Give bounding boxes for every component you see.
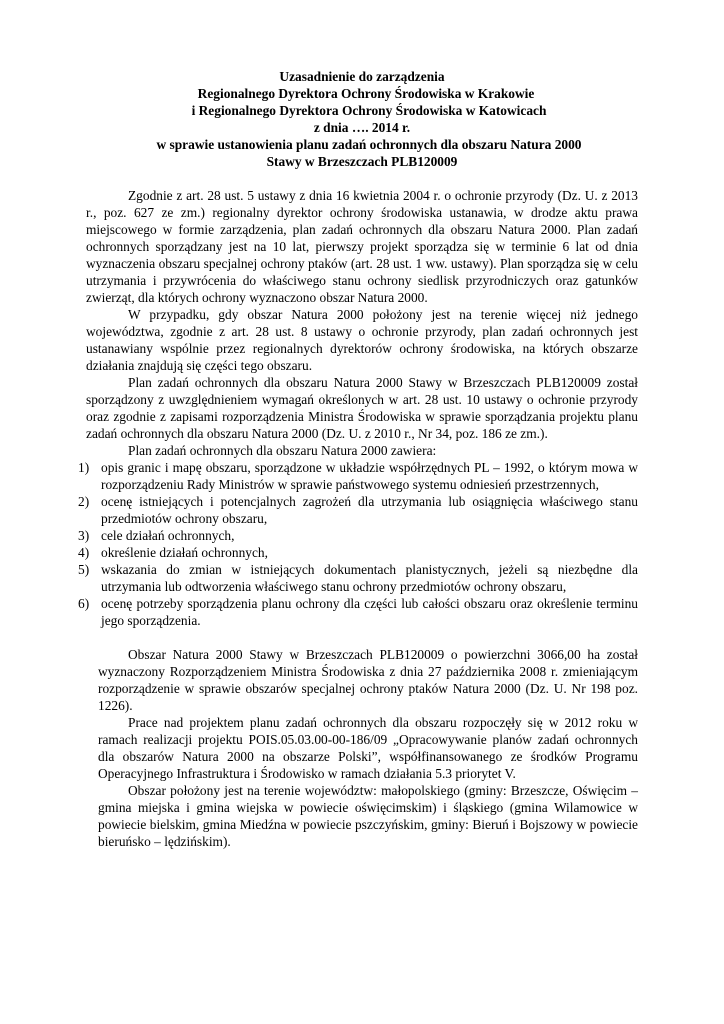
list-item	[78, 459, 638, 493]
header-authority-katowice: i Regionalnego Dyrektora Ochrony Środowiska w Katowicach	[191, 103, 547, 118]
paragraph-location: Obszar położony jest na terenie województw: małopolskiego (gminy: Brzeszcze, Oświęcim – gmina miejska i gmina wiejska w powiecie oświęcimskim) i śląskiego (gmina Wilamowice w powiecie bielskim, gmina Miedźna w powiecie pszczyńskim, gminy: Bieruń i Bojszowy w powiecie bieruńsko – lędzińskim).	[98, 783, 638, 849]
paragraph-legal-basis: Zgodnie z art. 28 ust. 5 ustawy z dnia 16 kwietnia 2004 r. o ochronie przyrody (Dz. U. z 2013 r., poz. 627 ze zm.) regionalny dyrektor ochrony środowiska ustanawia, w drodze aktu prawa miejscowego w formie zarządzenia, plan zadań ochronnych dla obszaru Natura 2000. Plan zadań ochronnych sporządzany jest na 10 lat, pierwszy projekt sporządza się w terminie 6 lat od dnia wyznaczenia obszaru specjalnej ochrony ptaków (art. 28 ust. 1 ww. ustawy). Plan sporządza się w celu utrzymania i przywrócenia do właściwego stanu ochrony siedlisk przyrodniczych oraz gatunków zwierząt, dla których ochrony wyznaczono obszar Natura 2000.	[86, 188, 638, 305]
list-item-number: 2)	[78, 494, 90, 509]
list-item	[78, 544, 638, 561]
paragraph-plan-prepared: Plan zadań ochronnych dla obszaru Natura 2000 Stawy w Brzeszczach PLB120009 został sporządzony z uwzględnieniem wymagań określonych w art. 28 ust. 10 ustawy o ochronie przyrody oraz zgodnie z zapisami rozporządzenia Ministra Środowiska w sprawie sporządzania projektu planu zadań ochronnych dla obszaru Natura 2000 (Dz. U. z 2010 r., Nr 34, poz. 186 ze zm.).	[86, 375, 638, 441]
paragraph-project-work: Prace nad projektem planu zadań ochronnych dla obszaru rozpoczęły się w 2012 roku w ramach realizacji projektu POIS.05.03.00-00-186/09 „Opracowywanie planów zadań ochronnych dla obszarów Natura 2000 na obszarze Polski”, współfinansowanego ze środków Programu Operacyjnego Infrastruktura i Środowisko w ramach działania 5.3 priorytet V.	[98, 715, 638, 781]
list-item-number: 5)	[78, 562, 90, 577]
list-item	[78, 595, 638, 629]
list-item-number: 4)	[78, 545, 90, 560]
header-subject: w sprawie ustanowienia planu zadań ochronnych dla obszaru Natura 2000	[156, 137, 582, 152]
header-title: Uzasadnienie do zarządzenia	[279, 69, 445, 84]
header-date: z dnia …. 2014 r.	[313, 120, 411, 135]
paragraph-spacer	[86, 629, 638, 646]
document-header	[86, 68, 638, 170]
list-item-number: 1)	[78, 460, 90, 475]
list-intro: Plan zadań ochronnych dla obszaru Natura 2000 zawiera:	[128, 443, 437, 458]
header-authority-krakow: Regionalnego Dyrektora Ochrony Środowiska w Krakowie	[197, 86, 535, 101]
list-item-text: ocenę istniejących i potencjalnych zagrożeń dla utrzymania lub osiągnięcia właściwego stanu przedmiotów ochrony obszaru,	[101, 494, 638, 526]
list-item-number: 3)	[78, 528, 90, 543]
paragraph-multi-voivodeship: W przypadku, gdy obszar Natura 2000 położony jest na terenie więcej niż jednego województwa, zgodnie z art. 28 ust. 8 ustawy o ochronie przyrody, plan zadań ochronnych jest ustanawiany wspólnie przez regionalnych dyrektorów ochrony środowiska, na których obszarze działania znajdują się części tego obszaru.	[86, 307, 638, 373]
plan-contents-list	[78, 459, 638, 629]
list-item	[78, 493, 638, 527]
list-item-text: określenie działań ochronnych,	[101, 545, 268, 560]
list-item-text: cele działań ochronnych,	[101, 528, 235, 543]
paragraph-site-designation: Obszar Natura 2000 Stawy w Brzeszczach PLB120009 o powierzchni 3066,00 ha został wyznaczony Rozporządzeniem Ministra Środowiska z dnia 27 października 2008 r. zmieniającym rozporządzenie w sprawie obszarów specjalnej ochrony ptaków Natura 2000 (Dz. U. Nr 198 poz. 1226).	[98, 647, 638, 713]
document-page	[78, 68, 638, 850]
list-item	[78, 527, 638, 544]
list-item-text: opis granic i mapę obszaru, sporządzone w układzie współrzędnych PL – 1992, o którym mowa w rozporządzeniu Rady Ministrów w sprawie państwowego systemu odniesień przestrzennych,	[101, 460, 638, 492]
list-item	[78, 561, 638, 595]
list-item-text: wskazania do zmian w istniejących dokumentach planistycznych, jeżeli są niezbędne dla utrzymania lub odtworzenia właściwego stanu ochrony przedmiotów ochrony obszaru,	[101, 562, 638, 594]
header-site-name: Stawy w Brzeszczach PLB120009	[266, 154, 458, 169]
list-item-text: ocenę potrzeby sporządzenia planu ochrony dla części lub całości obszaru oraz określenie terminu jego sporządzenia.	[101, 596, 638, 628]
list-item-number: 6)	[78, 596, 90, 611]
